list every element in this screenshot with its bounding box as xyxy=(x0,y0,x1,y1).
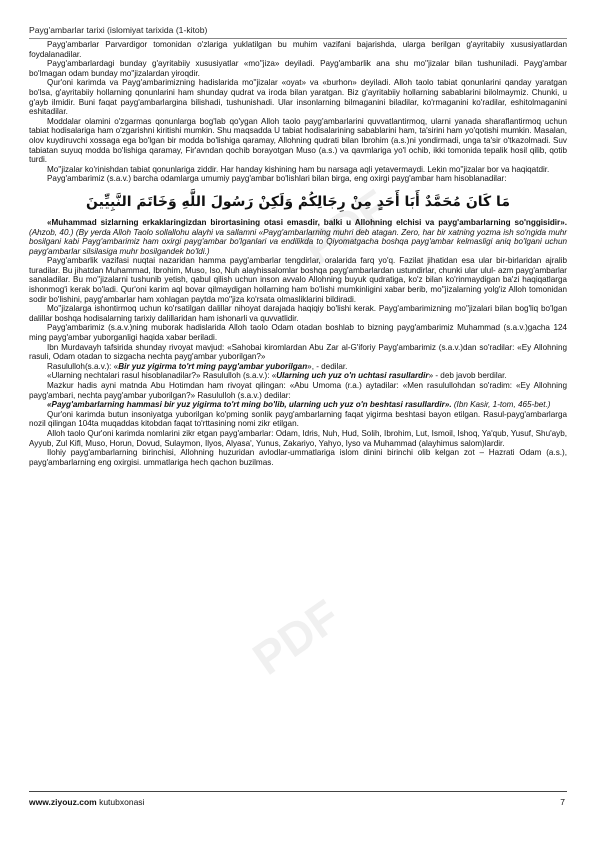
paragraph: Alloh taolo Qur'oni karimda nomlarini zikr etgan payg'ambarlar: Odam, Idris, Nuh, Hud, Solih, Ibrohim, Lut, Ismoil, Ishoq, Ya'qub, Yusuf, Shu'ayb, Ayyub, Zul Kifl, Muso, Horun, Dovud, Sulaymon, Ilyos, Alyasa', Yunus, Zakariyo, Yahyo, Iyso va Muhammad (alayhimus salom)lardir. xyxy=(29,428,567,448)
text-span: Rasululloh(s.a.v.): « xyxy=(47,361,119,371)
arabic-verse: مَا كَانَ مُحَمَّدٌ أَبَا أَحَدٍ مِنْ رِجَالِكُمْ وَلَكِنْ رَسُولَ اللَّهِ وَخَاتَمَ النَّبِيِّينَ xyxy=(86,193,510,210)
paragraph: Payg'ambarlar Parvardigor tomonidan o'zlariga yuklatilgan bu muhim vazifani bajarishda, ularga berilgan g'ayritabiiy xususiyatlardan foydalanadilar. xyxy=(29,40,567,59)
text-span: «Ularning nechtalari rasul hisoblanadilar?» Rasululloh (s.a.v.): « xyxy=(47,371,277,381)
quote-reference: (Ibn Kasir, 1-tom, 465-bet.) xyxy=(451,400,551,410)
page-number: 7 xyxy=(560,797,565,807)
paragraph: Moddalar olamini o'zgarmas qonunlarga bog'lab qo'ygan Alloh taolo payg'ambarlarini quvvatlantirmoq, ularni yanada sharaflantirmoq uchun tabiat hodisalariga ham o'zgarishni kiritishi mumkin. Shu maqsadda U tabiat hodisalarining sabablarini ham, ta'sirini ham yo'qotishi mumkin. Masalan, olov kuydiruvchi xossaga ega bo'lgan bir modda bo'lishiga qaramay, Allohning qudrati bilan Ibrohim (a.s.)ni yondirmadi, unga ta'sir o'tkazolmadi. Suv tabiatan suyuq modda bo'lishiga qaramay, Fir'avndan qochib borayotgan Muso (a.s.) va qavmlariga yo'l ochib, ikki tomonida tepalik hosil qilib, qotib turdi. xyxy=(29,116,567,165)
paragraph: Payg'ambarimiz (s.a.v.)ning muborak hadislarida Alloh taolo Odam otadan boshlab to bizning payg'ambarimiz Muhammad (s.a.v.)gacha 124 ming payg'ambar yuborganligi haqida xabar beriladi. xyxy=(29,323,567,343)
paragraph: Ibn Murdavayh tafsirida shunday rivoyat mavjud: «Sahobai kiromlardan Abu Zar al-G'iforiy Payg'ambarimiz (s.a.v.)dan so'radilar: «Ey Allohning rasuli, Odam otadan to sizgacha nechta payg'ambar yuborilgan?» xyxy=(29,342,567,362)
quote-commentary: (By yerda Alloh Taolo sollallohu alayhi va sallamni «Payg'ambarlarning muhri deb atagan. Zero, har bir xatning yozma ish so'ngida muhr bosilgani kabi Payg'ambarimiz ham oxirgi payg'ambar bo'lganlari va endilikda to Qiyomatgacha boshqa payg'ambar kelmasligi aniq bo'lgani uchun payg'ambarlar silsilasiga muhr bosilgandek bo'ldi.) xyxy=(29,227,568,256)
watermark: PDF xyxy=(293,179,399,275)
paragraph: Payg'ambarlik vazifasi nuqtai nazaridan hamma payg'ambarlar tengdirlar, oralarida farq yo'q. Fazilat jihatidan esa ular bir-birlaridan ajralib turadilar. Bu jihatdan Muhammad, Ibrohim, Muso, Iso, Nuh alayhissalomlar boshqa payg'ambarlardan ustundirlar, chunki ular ulul- azm payg'ambarlar sanaladilar. Bu mo''jizalarni tushunib yetish, qabul qilish uchun inson avvalo Allohning buyuk qudratiga, ko'z bilan ko'rinmaydigan ba'zi haqiqatlarga ishonmog'i kerak bo'ladi. Qur'oni karim aql bovar qilmaydigan hollarning ham bo'lishi mumkinligini xabar berib, mo''jizalarning yolg'iz Alloh tomonidan sodir bo'lishini, payg'ambarlar ham xohlagan paytda mo''jiza ko'rsata olmasliklarini bildiradi. xyxy=(29,256,567,304)
paragraph-quote xyxy=(29,218,567,256)
quote-reference: (Ahzob, 40.) xyxy=(29,227,74,237)
paragraph: Mazkur hadis ayni matnda Abu Hotimdan ham rivoyat qilingan: «Abu Umoma (r.a.) aytadilar: «Men rasulullohdan so'radim: «Ey Allohning payg'ambari, nechta payg'ambar yuborilgan?» Rasululloh (s.a.v.) dedilar: xyxy=(29,381,567,400)
paragraph: Qur'oni karimda va Payg'ambarimizning hadislarida mo''jizalar «oyat» va «burhon» deyiladi. Alloh taolo tabiat qonunlarini qanday yaratgan bo'lsa, g'ayritabiiy hollarning qonunlarini ham shunday qudrat va iroda bilan yaratgan. Biz g'ayritabiiy hollarning sabablarini bilolmaymiz. Chunki, u g'ayb ilmidir. Buni faqat payg'ambarlargina bilishadi, tushunishadi. Ular insonlarning bilmaganini biladilar, ko'rmaganini ko'radilar, eshitolmaganini eshitadilar. xyxy=(29,78,567,117)
hadith-quote: Bir yuz yigirma to'rt ming payg'ambar yuborilgan xyxy=(118,361,308,371)
running-header: Payg'ambarlar tarixi (islomiyat tarixida (1-kitob) xyxy=(29,25,208,35)
paragraph xyxy=(29,400,567,410)
text-span: », - dedilar. xyxy=(307,361,348,371)
body-text xyxy=(29,40,567,467)
paragraph: Qur'oni karimda butun insoniyatga yuborilgan ko'pming sonlik payg'ambarlarning faqat yigirma beshtasi bayon etilgan. Rasul-payg'ambarlarga nozil qilingan 104ta muqaddas kitobdan faqat to'rttasining nomi zikr etilgan. xyxy=(29,409,567,429)
quote-bold: «Muhammad sizlarning erkaklaringizdan birortasining otasi emasdir, balki u Allohning elchisi va payg'ambarlarning so'nggisidir». xyxy=(47,217,567,227)
footer-divider xyxy=(29,791,567,792)
paragraph: Mo''jizalarga ishontirmoq uchun ko'rsatilgan dalillar nihoyat darajada haqiqiy bo'lishi kerak. Payg'ambarimizning mo''jizalari bilan bog'liq bo'lgan dalillar boshqa hodisalarning tarixiy dalillaridan ham ishonarli va quvvatlidir. xyxy=(29,304,567,323)
paragraph: Payg'ambarimiz (s.a.v.) barcha odamlarga umumiy payg'ambar bo'lishlari bilan birga, eng oxirgi payg'ambar ham hisoblanadilar: xyxy=(47,174,507,184)
paragraph: Payg'ambarlardagi bunday g'ayritabiiy xususiyatlar «mo''jiza» deyiladi. Payg'ambarlik ana shu mo''jizalar bilan tushuniladi. Payg'ambar bo'lmagan odam bunday mo''jizalardan yiroqdir. xyxy=(29,59,567,78)
text-span: » - deb javob berdilar. xyxy=(428,371,507,381)
hadith-quote: Ularning uch yuz o'n uchtasi rasullardir xyxy=(276,371,429,381)
header-divider xyxy=(29,38,567,39)
watermark: PDF xyxy=(243,589,349,685)
footer-library-label: kutubxonasi xyxy=(96,797,145,807)
paragraph xyxy=(29,362,567,372)
footer-site-link[interactable]: www.ziyouz.com xyxy=(29,797,97,807)
paragraph: Mo''jizalar ko'rinishdan tabiat qonunlariga ziddir. Har handay kishining ham bu narsaga aqli yetavermaydi. Lekin mo''jizalar bor va haqiqatdir. xyxy=(47,164,550,174)
footer-source xyxy=(29,797,144,807)
hadith-quote: «Payg'ambarlarning hammasi bir yuz yigirma to'rt ming bo'lib, ularning uch yuz o'n beshtasi rasullardir». xyxy=(47,400,452,410)
paragraph: Ilohiy payg'ambarlarning birinchisi, Allohning huzuridan avlodlar-ummatlariga islom dinini birinchi olib kelgan zot – Hazrati Odam (a.s.), payg'ambarlarning eng oxirgisi. ummatlariga hech qachon buzilmas. xyxy=(29,448,567,467)
paragraph xyxy=(29,371,567,381)
